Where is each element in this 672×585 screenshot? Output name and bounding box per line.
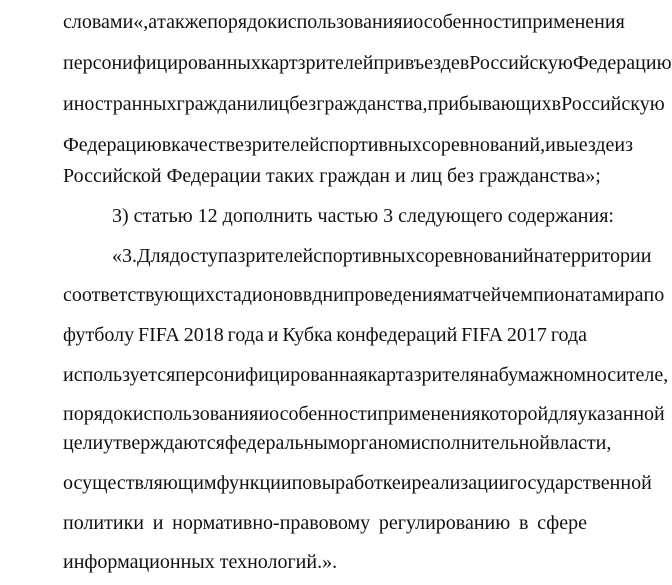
word: дни [312,284,344,306]
word: а [148,11,158,33]
word: года [550,324,587,346]
word: доступа [169,245,238,267]
word: применения [521,11,625,33]
word: и [400,472,412,494]
word: карт [260,52,298,74]
word: в [161,134,172,156]
word: и [152,512,164,534]
word: применения [377,403,481,425]
word: органом [340,432,411,454]
text-line-5: Российской Федерации таких граждан и лиц без гражданства»; [63,165,601,187]
word: для [548,403,578,425]
word: футболу [63,324,135,346]
word: карта [367,364,414,386]
word: выработке [312,472,401,494]
word: словами [63,11,134,33]
word: бумажном [498,364,586,386]
word: без [289,93,317,115]
word: власти, [550,432,612,454]
word: особенности [413,11,522,33]
word: чемпионата [501,284,602,306]
word: проведения [343,284,443,306]
word: по [291,472,313,494]
word: 2017 [506,324,547,346]
word: персонифицированных [63,52,261,74]
word: «3. [112,245,137,267]
word: качестве [171,134,244,156]
word: лиц [257,93,290,115]
word: соревнований, [422,134,546,156]
word: государственной [509,472,652,494]
word: исполнительной [410,432,550,454]
word: утверждаются [103,432,225,454]
word: Для [137,245,170,267]
word: персонифицированная [175,364,368,386]
word: Российскую [469,52,573,74]
word: Федерацию [572,52,672,74]
word: 2018 [183,324,224,346]
word: прибывающих [427,93,552,115]
word: спортивных [313,245,416,267]
word: при [373,52,405,74]
word: осуществляющим [63,472,217,494]
word: на [479,364,499,386]
word: FIFA [137,324,180,346]
word: зрителей [243,134,320,156]
word: зрителя [413,364,480,386]
word: сфере [537,512,587,534]
word: выезде [555,134,615,156]
word: зрителей [297,52,374,74]
word: указанной [577,403,665,425]
word: и [258,403,270,425]
word: порядок [63,403,133,425]
word: года [227,324,264,346]
text-line-2 [63,45,672,81]
word: федеральным [224,432,341,454]
word: в [459,52,470,74]
word: матчей [442,284,502,306]
text-line-1 [63,4,625,40]
word: политики [63,512,144,534]
word: также [157,11,208,33]
word: в [551,93,562,115]
word: конфедераций [336,324,458,346]
text-line-7 [112,238,652,274]
word: порядок [207,11,277,33]
word: регулированию [378,512,511,534]
word: особенности [269,403,378,425]
word: которой [480,403,549,425]
word: функции [216,472,292,494]
text-line-10 [63,357,669,393]
word: мира [601,284,644,306]
word: Кубка [282,324,333,346]
word: в [518,512,529,534]
text-line-13 [63,465,652,501]
word: гражданства, [316,93,428,115]
word: территории [553,245,652,267]
word: на [533,245,554,267]
word: «, [133,11,149,33]
word: реализации [411,472,510,494]
word: и [545,134,556,156]
word: нормативно-правовому [172,512,371,534]
word: цели [63,432,104,454]
text-line-6: 3) статью 12 дополнить частью 3 следующего содержания: [112,205,614,227]
text-line-3 [63,86,665,122]
word: и [267,324,279,346]
word: из [614,134,634,156]
word: в [302,284,313,306]
word: въезде [404,52,460,74]
word: по [643,284,665,306]
word: используется [63,364,176,386]
word: зрителей [237,245,314,267]
word: иностранных [63,93,177,115]
text-line-12 [63,425,612,461]
word: использования [276,11,403,33]
text-line-15: информационных технологий.». [63,551,338,573]
word: соответствующих [63,284,215,306]
word: носителе, [586,364,669,386]
text-line-14 [63,505,587,541]
word: стадионов [214,284,303,306]
word: использования [132,403,259,425]
word: Российскую [561,93,665,115]
word: Федерацию [63,134,162,156]
word: спортивных [319,134,423,156]
word: и [247,93,258,115]
word: FIFA [461,324,504,346]
word: соревнований [415,245,534,267]
word: граждан [176,93,248,115]
text-line-9 [63,317,587,353]
word: и [402,11,414,33]
text-line-8 [63,277,665,313]
